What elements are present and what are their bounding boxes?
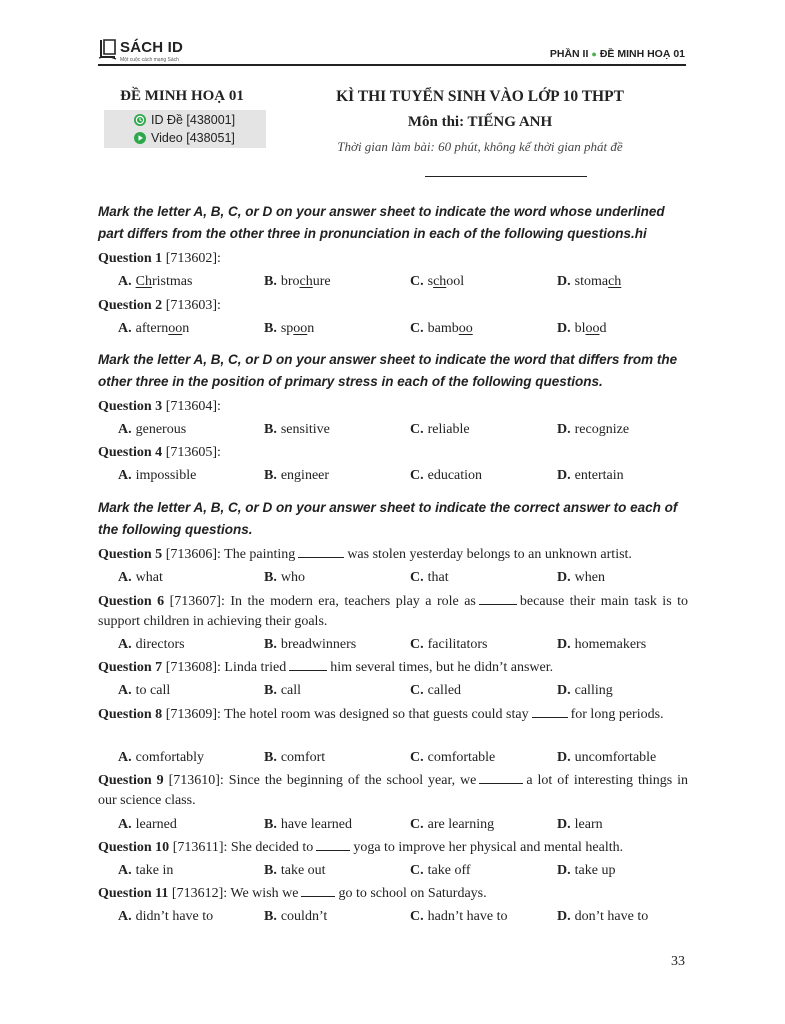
option-a[interactable]: A. impossible [118,468,197,483]
id-box [104,110,266,148]
header-divider [98,64,686,66]
option-b[interactable]: B. comfort [264,750,326,765]
option-b[interactable]: B. brochure [264,274,331,289]
option-d[interactable]: D. calling [557,683,613,698]
answer-blank [532,705,568,718]
question-code: [713606]: [165,547,221,562]
question-code: [713602]: [165,251,221,266]
option-d[interactable]: D. recognize [557,422,630,437]
exam-subject: Môn thi: TIẾNG ANH [407,114,553,130]
clock-icon [134,114,146,126]
option-a[interactable]: A. Christmas [118,274,193,289]
option-b[interactable]: B. sensitive [264,422,330,437]
question-code: [713610]: [168,773,224,788]
separator-dot-icon: ● [591,49,597,59]
title-divider [425,176,587,177]
question [98,443,688,463]
option-d[interactable]: D. homemakers [557,637,647,652]
question-label: Question 8 [98,707,163,722]
option-c[interactable]: C. take off [410,863,471,878]
brand-name: SÁCH ID [120,39,184,56]
question-code: [713604]: [165,399,221,414]
option-d[interactable]: D. stomach [557,274,622,289]
question-label: Question 6 [98,594,165,609]
option-d[interactable]: D. take up [557,863,616,878]
option-d[interactable]: D. blood [557,321,607,336]
options-row [118,861,688,881]
option-b[interactable]: B. engineer [264,468,330,483]
question-code: [713612]: [171,886,228,901]
question-code: [713607]: [169,594,225,609]
answer-blank [479,771,523,784]
options-row [118,319,688,339]
question: Question 9 [713610]: Since the beginning of the school year, we a lot of interesting things in our science class. [98,773,689,808]
answer-blank [316,838,350,851]
options-row [118,568,688,588]
option-d[interactable]: D. don’t have to [557,909,649,924]
question: Question 10 [713611]: She decided to yoga to improve her physical and mental health. [98,840,624,855]
option-a[interactable]: A. to call [118,683,171,698]
question-code: [713611]: [172,840,228,855]
option-b[interactable]: B. spoon [264,321,315,336]
option-c[interactable]: C. hadn’t have to [410,909,508,924]
option-c[interactable]: C. are learning [410,817,495,832]
running-header [550,48,685,60]
option-d[interactable]: D. learn [557,817,603,832]
option-b[interactable]: B. who [264,570,305,585]
exam-id-link[interactable] [134,113,235,127]
option-c[interactable]: C. comfortable [410,750,496,765]
question [98,249,688,269]
question-code: [713609]: [165,707,221,722]
exam-id-label: ID Đề [438001] [151,113,236,127]
option-d[interactable]: D. entertain [557,468,624,483]
question-label: Question 9 [98,773,164,788]
question-code: [713605]: [165,445,221,460]
option-c[interactable]: C. bamboo [410,321,473,336]
question-label: Question 5 [98,547,163,562]
section-title: ĐỀ MINH HOẠ 01 [599,48,685,60]
answer-blank [301,884,335,897]
book-logo-icon [98,38,118,60]
question-label: Question 7 [98,660,163,675]
options-row [118,635,688,655]
options-row [118,420,688,440]
option-a[interactable]: A. generous [118,422,187,437]
exam-title: KÌ THI TUYỂN SINH VÀO LỚP 10 THPT [336,88,624,105]
question-code: [713608]: [165,660,221,675]
option-a[interactable]: A. what [118,570,163,585]
instruction-pronunciation: Mark the letter A, B, C, or D on your answer sheet to indicate the word whose underlined part differs from the other three in pronunciation in each of the following questions.hi [98,204,665,241]
answer-blank [289,658,327,671]
options-row [118,272,688,292]
option-b[interactable]: B. couldn’t [264,909,328,924]
answer-blank [298,545,344,558]
question: Question 7 [713608]: Linda tried him several times, but he didn’t answer. [98,660,554,675]
answer-blank [479,592,517,605]
question: Question 6 [713607]: In the modern era, teachers play a role as because their main task is to support children in achieving their goals. [98,594,689,629]
question-code: [713603]: [165,298,221,313]
page-number: 33 [671,954,685,969]
option-b[interactable]: B. breadwinners [264,637,357,652]
options-row [118,748,688,768]
option-d[interactable]: D. uncomfortable [557,750,657,765]
question-label: Question 3 [98,399,163,414]
option-c[interactable]: C. education [410,468,483,483]
options-row [118,815,688,835]
option-c[interactable]: C. facilitators [410,637,488,652]
option-a[interactable]: A. directors [118,637,185,652]
section-label: PHẦN II [549,48,589,60]
option-a[interactable]: A. learned [118,817,177,832]
options-row [118,681,688,701]
question [98,397,688,417]
option-c[interactable]: C. called [410,683,462,698]
options-row [118,466,688,486]
option-a[interactable]: A. comfortably [118,750,205,765]
brand-logo [98,36,208,66]
option-c[interactable]: C. school [410,274,465,289]
question-label: Question 2 [98,298,163,313]
option-b[interactable]: B. call [264,683,302,698]
option-a[interactable]: A. take in [118,863,174,878]
play-icon [134,132,146,144]
question-label: Question 11 [98,886,169,901]
question-label: Question 10 [98,840,170,855]
question: Question 8 [713609]: The hotel room was designed so that guests could stay for long periods. [98,707,664,722]
option-c[interactable]: C. that [410,570,449,585]
brand-tagline: Một cuộc cách mạng Sách [120,57,179,63]
video-link[interactable] [134,131,235,145]
question: Question 11 [713612]: We wish we go to school on Saturdays. [98,886,487,901]
question-label: Question 1 [98,251,163,266]
question: Question 5 [713606]: The painting was stolen yesterday belongs to an unknown artist. [98,547,632,562]
video-label: Video [438051] [151,131,235,145]
instruction-stress: Mark the letter A, B, C, or D on your answer sheet to indicate the word that differs from the other three in the position of primary stress in each of the following questions. [98,352,678,389]
option-c[interactable]: C. reliable [410,422,470,437]
instruction-correct-answer: Mark the letter A, B, C, or D on your answer sheet to indicate the correct answer to each of the following questions. [98,500,678,537]
options-row [118,907,688,927]
option-a[interactable]: A. afternoon [118,321,190,336]
question-label: Question 4 [98,445,163,460]
option-b[interactable]: B. take out [264,863,326,878]
question [98,296,688,316]
exam-code-title: ĐỀ MINH HOẠ 01 [120,88,244,104]
option-a[interactable]: A. didn’t have to [118,909,214,924]
exam-time: Thời gian làm bài: 60 phút, không kể thời gian phát đề [337,139,623,154]
option-d[interactable]: D. when [557,570,605,585]
option-b[interactable]: B. have learned [264,817,352,832]
